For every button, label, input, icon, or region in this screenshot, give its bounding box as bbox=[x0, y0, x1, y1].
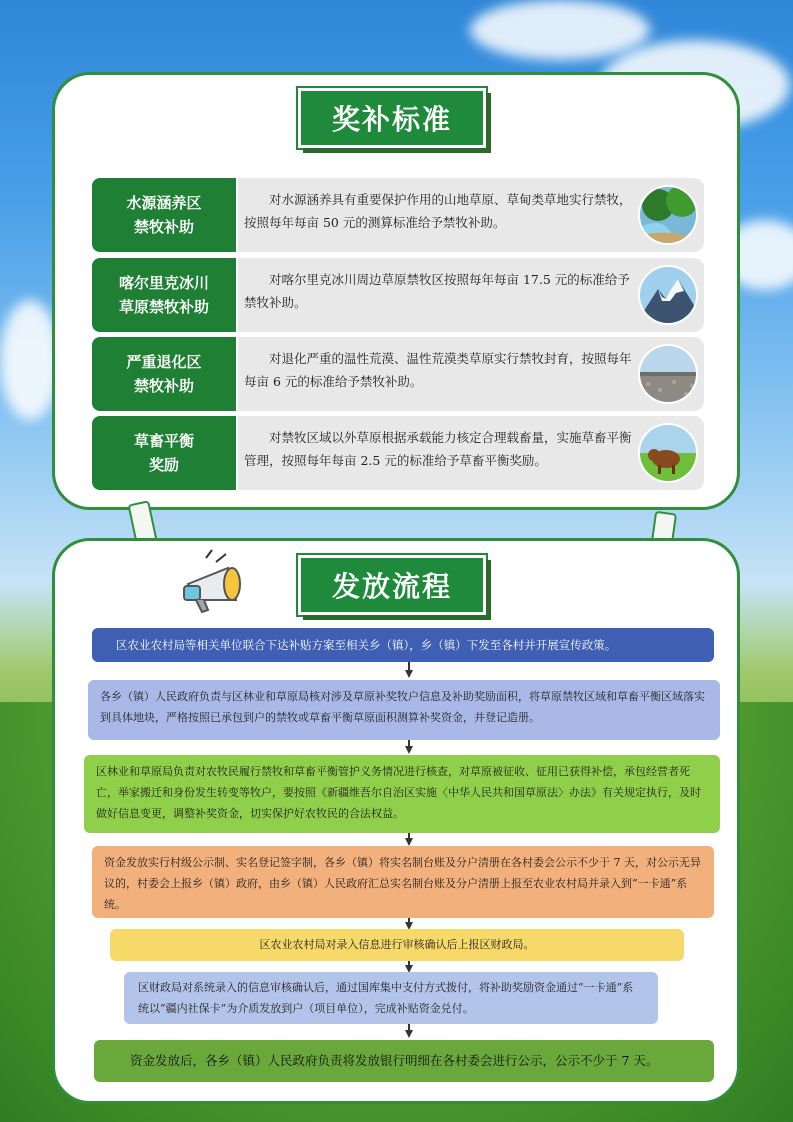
subsidy-row-text: 对喀尔里克冰川周边草原禁牧区按照每年每亩 17.5 元的标准给予禁牧补助。 bbox=[238, 258, 704, 332]
glacier-mountain-icon bbox=[638, 265, 698, 325]
cloud bbox=[470, 0, 650, 60]
subsidy-row-text: 对水源涵养具有重要保护作用的山地草原、草甸类草地实行禁牧，按照每年每亩 50 元的测算标准给予禁牧补助。 bbox=[238, 178, 704, 252]
subsidy-row-label: 喀尔里克冰川 草原禁牧补助 bbox=[92, 258, 236, 332]
subsidy-row-label: 严重退化区 禁牧补助 bbox=[92, 337, 236, 411]
subsidy-row-label: 水源涵养区 禁牧补助 bbox=[92, 178, 236, 252]
grazing-cattle-icon bbox=[638, 423, 698, 483]
flow-arrow-head bbox=[405, 746, 413, 754]
subsidy-row bbox=[92, 416, 704, 490]
section-title-subsidy-standards: 奖补标准 bbox=[298, 88, 486, 148]
process-step: 区农业农村局对录入信息进行审核确认后上报区财政局。 bbox=[110, 929, 684, 961]
subsidy-row bbox=[92, 258, 704, 332]
subsidy-row-label: 草畜平衡 奖励 bbox=[92, 416, 236, 490]
megaphone-icon bbox=[176, 548, 260, 616]
subsidy-row bbox=[92, 178, 704, 252]
process-step: 资金发放后，各乡（镇）人民政府负责将发放银行明细在各村委会进行公示，公示不少于 7 天。 bbox=[94, 1040, 714, 1082]
section-title-distribution-process: 发放流程 bbox=[298, 555, 486, 615]
process-step: 区财政局对系统录入的信息审核确认后，通过国库集中支付方式拨付，将补助奖励资金通过“一卡通”系统以“疆内社保卡”为介质发放到户（项目单位），完成补贴资金兑付。 bbox=[124, 972, 658, 1024]
flow-arrow-head bbox=[405, 838, 413, 846]
flow-arrow-head bbox=[405, 1030, 413, 1038]
flow-arrow-head bbox=[405, 670, 413, 678]
cloud bbox=[0, 300, 60, 420]
process-step: 区林业和草原局负责对农牧民履行禁牧和草畜平衡管护义务情况进行核查，对草原被征收、征用已获得补偿，承包经营者死亡，举家搬迁和身份发生转变等牧户，要按照《新疆维吾尔自治区实施〈中华人民共和国草原法〉办法》有关规定执行，及时做好信息变更，调整补奖资金，切实保护好农牧民的合法权益。 bbox=[84, 755, 720, 833]
subsidy-row-text: 对禁牧区域以外草原根据承载能力核定合理载畜量，实施草畜平衡管理，按照每年每亩 2.5 元的标准给予草畜平衡奖励。 bbox=[238, 416, 704, 490]
degraded-land-icon bbox=[638, 344, 698, 404]
process-step: 各乡（镇）人民政府负责与区林业和草原局核对涉及草原补奖牧户信息及补助奖励面积，将草原禁牧区域和草畜平衡区域落实到具体地块，严格按照已承包到户的禁牧或草畜平衡草原面积测算补奖资金，并登记造册。 bbox=[88, 680, 720, 740]
subsidy-row-text: 对退化严重的温性荒漠、温性荒漠类草原实行禁牧封育，按照每年每亩 6 元的标准给予禁牧补助。 bbox=[238, 337, 704, 411]
process-step: 区农业农村局等相关单位联合下达补贴方案至相关乡（镇），乡（镇）下发至各村并开展宣传政策。 bbox=[92, 628, 714, 662]
subsidy-row bbox=[92, 337, 704, 411]
process-step: 资金发放实行村级公示制、实名登记签字制，各乡（镇）将实名制台账及分户清册在各村委会公示不少于 7 天，对公示无异议的，村委会上报乡（镇）政府，由乡（镇）人民政府汇总实名制台账及分户清册上报至农业农村局并录入到“一卡通”系统。 bbox=[92, 846, 714, 918]
forest-river-icon bbox=[638, 185, 698, 245]
